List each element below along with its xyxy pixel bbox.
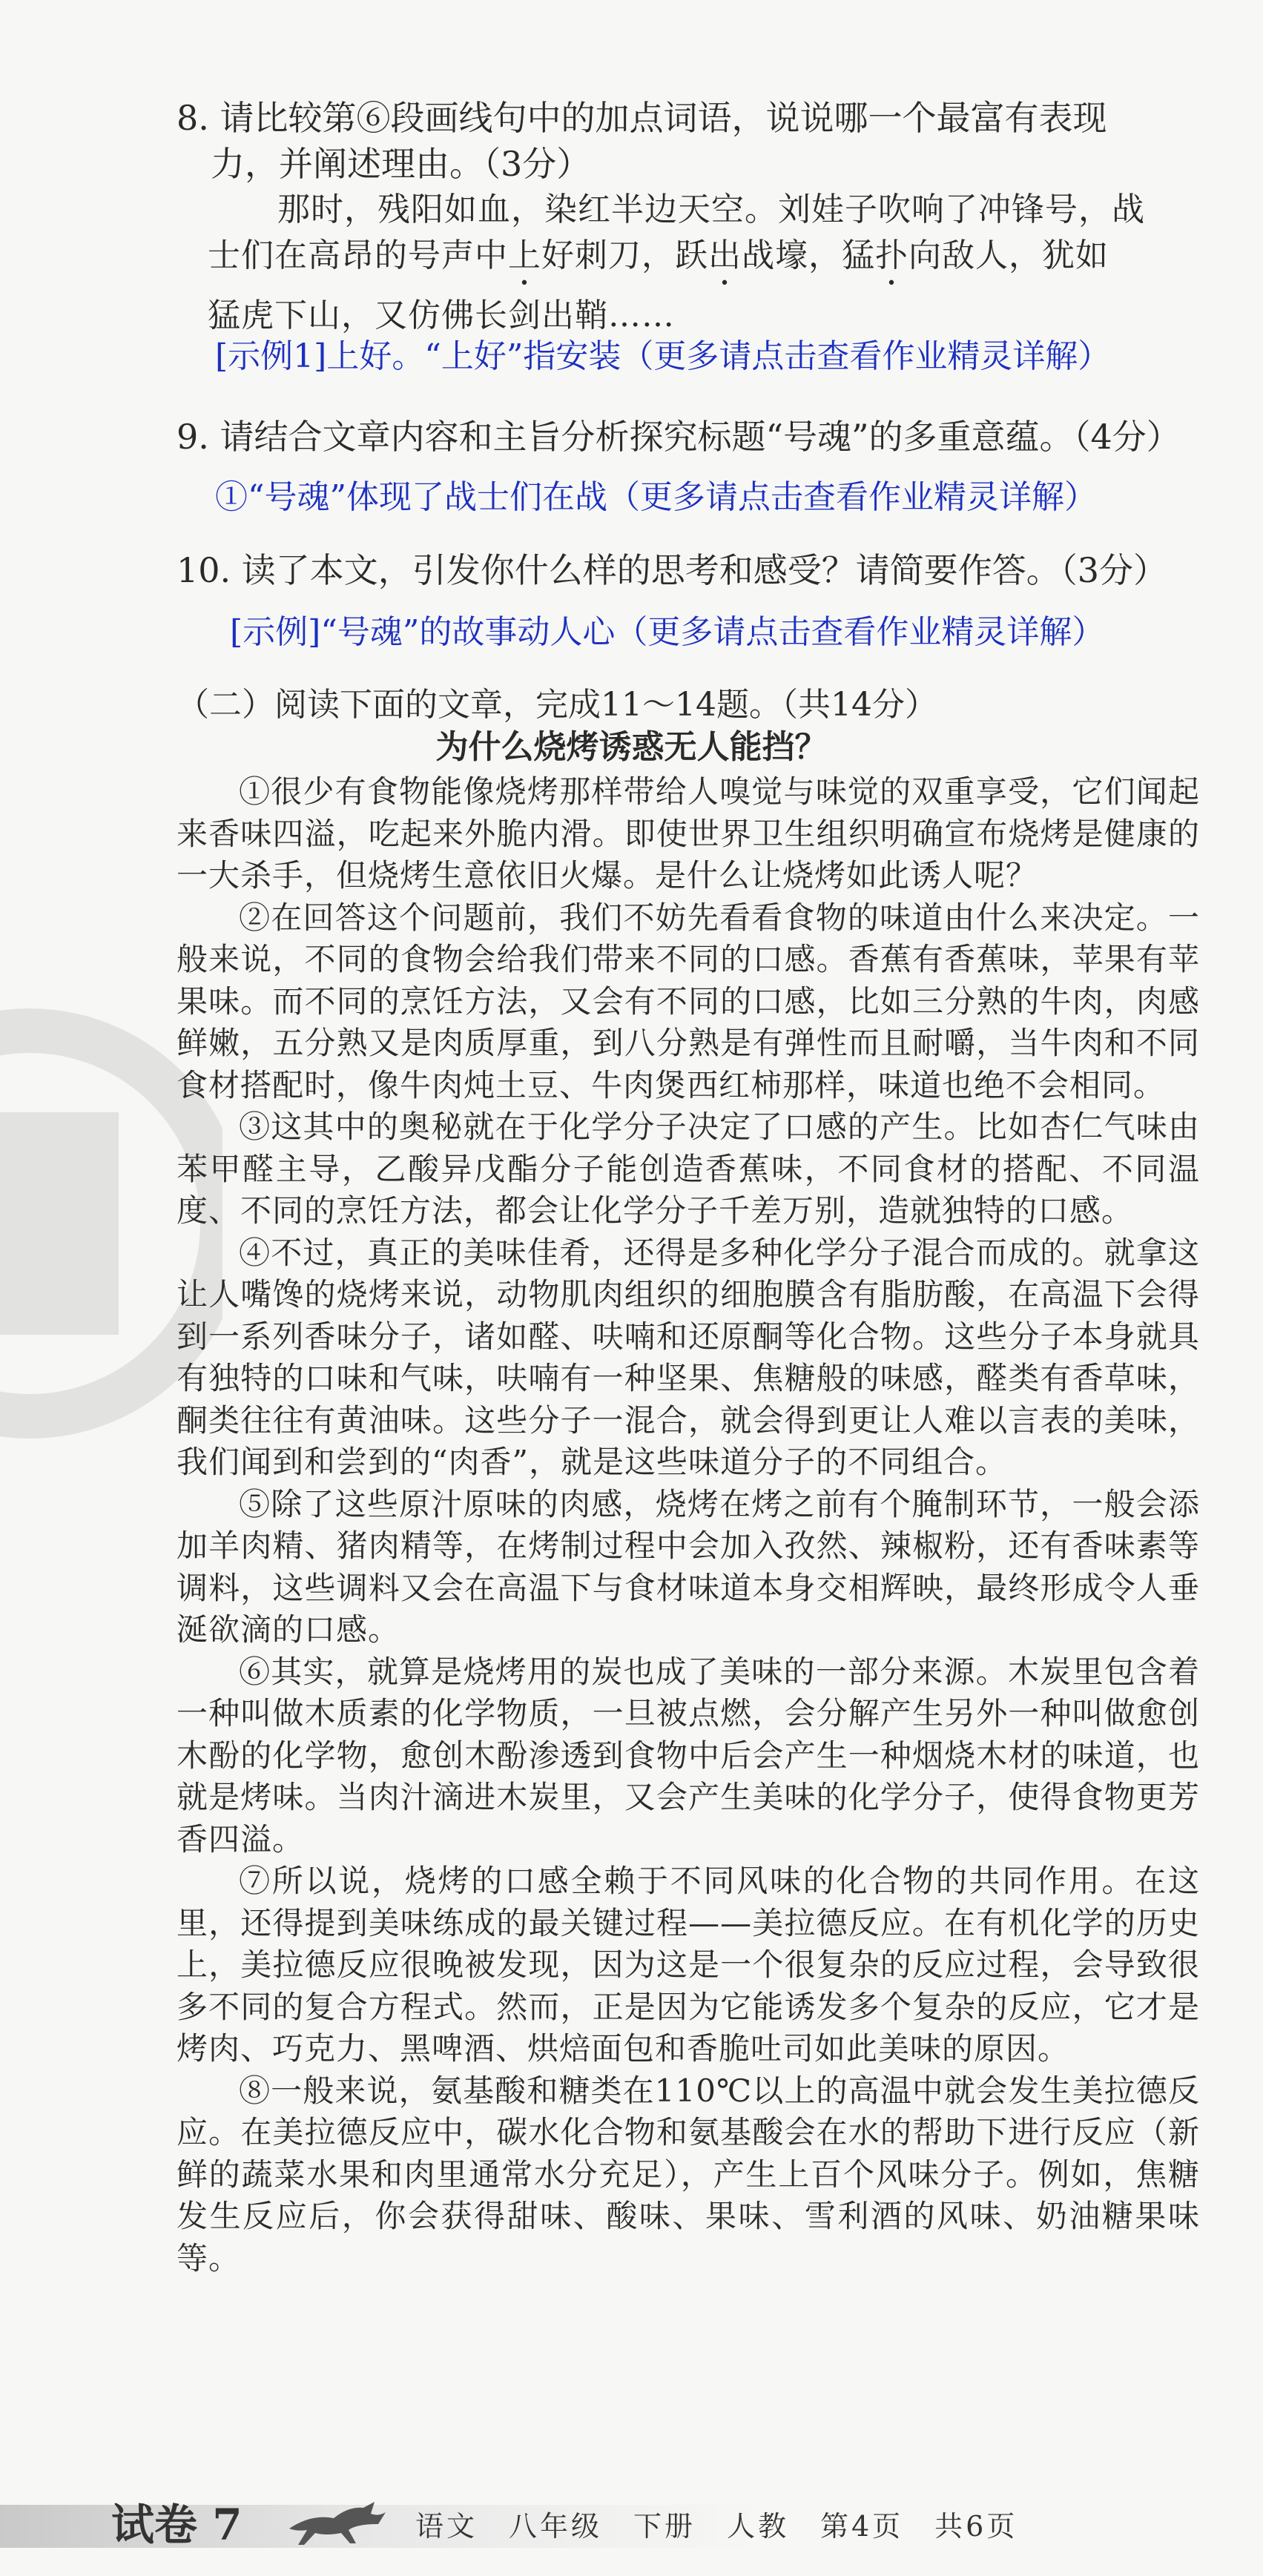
question-8-line-1: 8. 请比较第⑥段画线句中的加点词语，说说哪一个最富有表现 [177, 98, 1107, 138]
article-title: 为什么烧烤诱惑无人能挡？ [435, 728, 828, 766]
quote-line-2 [208, 233, 1201, 293]
question-8-line-2: 力，并阐述理由。（3分） [211, 144, 591, 184]
quote-text: 向敌人，犹如 [908, 237, 1109, 274]
dotted-word-shang: 上 [508, 237, 541, 274]
quote-text: 士们在高昂的号声中 [208, 237, 508, 274]
question-9-stem: 9. 请结合文章内容和主旨分析探究标题“号魂”的多重意蕴。（4分） [177, 417, 1181, 457]
quote-text: 战壕，猛 [742, 237, 875, 274]
paragraph-4: ④不过，真正的美味佳肴，还得是多种化学分子混合而成的。就拿这让人嘴馋的烧烤来说，动物肌肉组织的细胞膜含有脂肪酸，在高温下会得到一系列香味分子，诸如醛、呋喃和还原酮等化合物。这些分子本身就具有独特的口味和气味，呋喃有一种坚果、焦糖般的味感，醛类有香草味，酮类往往有黄油味。这些分子一混合，就会得到更让人难以言表的美味，我们闻到和尝到的“肉香”，就是这些味道分子的不同组合。 [177, 1234, 1200, 1480]
question-9-answer-link[interactable]: ①“号魂”体现了战士们在战（更多请点击查看作业精灵详解） [215, 478, 1097, 516]
paragraph-3: ③这其中的奥秘就在于化学分子决定了口感的产生。比如杏仁气味由苯甲醛主导，乙酸异戊酯分子能创造香蕉味，不同食材的搭配、不同温度、不同的烹饪方法，都会让化学分子千差万别，造就独特的口感。 [177, 1109, 1200, 1229]
section-2-heading: （二）阅读下面的文章，完成11～14题。（共14分） [177, 686, 937, 724]
paragraph-6: ⑥其实，就算是烧烤用的炭也成了美味的一部分来源。木炭里包含着一种叫做木质素的化学物质，一旦被点燃，会分解产生另外一种叫做愈创木酚的化学物，愈创木酚渗透到食物中后会产生一种烟烧木材的味道，也就是烤味。当肉汁滴进木炭里，又会产生美味的化学分子，使得食物更芳香四溢。 [177, 1653, 1200, 1857]
page-footer [0, 2477, 1263, 2576]
dotted-word-chu: 出 [708, 237, 742, 274]
paragraph-1: ①很少有食物能像烧烤那样带给人嗅觉与味觉的双重享受，它们闻起来香味四溢，吃起来外脆内滑。即使世界卫生组织明确宣布烧烤是健康的一大杀手，但烧烤生意依旧火爆。是什么让烧烤如此诱人呢？ [177, 773, 1200, 894]
article-body [177, 771, 1200, 2279]
question-8-stem [177, 95, 1107, 187]
dotted-word-pu: 扑 [875, 237, 908, 274]
footer-exam-label: 试卷 7 [111, 2500, 243, 2550]
running-horse-icon [282, 2491, 393, 2551]
paragraph-8: ⑧一般来说，氨基酸和糖类在110℃以上的高温中就会发生美拉德反应。在美拉德反应中，碳水化合物和氨基酸会在水的帮助下进行反应（新鲜的蔬菜水果和肉里通常水分充足），产生上百个风味分子。例如，焦糖发生反应后，你会获得甜味、酸味、果味、雪利酒的风味、奶油糖果味等。 [177, 2072, 1200, 2276]
paragraph-5: ⑤除了这些原汁原味的肉感，烧烤在烤之前有个腌制环节，一般会添加羊肉精、猪肉精等，在烤制过程中会加入孜然、辣椒粉，还有香味素等调料，这些调料又会在高温下与食材味道本身交相辉映，最终形成令人垂涎欲滴的口感。 [177, 1485, 1200, 1648]
paragraph-2: ②在回答这个问题前，我们不妨先看看食物的味道由什么来决定。一般来说，不同的食物会给我们带来不同的口感。香蕉有香蕉味，苹果有苹果味。而不同的烹饪方法，又会有不同的口感，比如三分熟的牛肉，肉感鲜嫩，五分熟又是肉质厚重，到八分熟是有弹性而且耐嚼，当牛肉和不同食材搭配时，像牛肉炖土豆、牛肉煲西红柿那样，味道也绝不会相同。 [177, 899, 1200, 1103]
paragraph-7: ⑦所以说，烧烤的口感全赖于不同风味的化合物的共同作用。在这里，还得提到美味练成的最关键过程——美拉德反应。在有机化学的历史上，美拉德反应很晚被发现，因为这是一个很复杂的反应过程，会导致很多不同的复合方程式。然而，正是因为它能诱发多个复杂的反应，它才是烤肉、巧克力、黑啤酒、烘焙面包和香脆吐司如此美味的原因。 [177, 1863, 1200, 2067]
quote-text: 好刺刀，跃 [541, 237, 708, 274]
quote-line-1: 那时，残阳如血，染红半边天空。刘娃子吹响了冲锋号，战 [277, 191, 1145, 228]
question-10-answer-link[interactable]: [示例]“号魂”的故事动人心（更多请点击查看作业精灵详解） [230, 613, 1105, 651]
question-10-stem: 10. 读了本文，引发你什么样的思考和感受？请简要作答。（3分） [177, 550, 1168, 590]
question-8-answer-link[interactable]: [示例1]上好。“上好”指安装（更多请点击查看作业精灵详解） [215, 337, 1111, 375]
footer-info: 语文 八年级 下册 人教 第4页 共6页 [415, 2510, 1018, 2543]
quote-line-3: 猛虎下山，又仿佛长剑出鞘…… [208, 297, 675, 334]
question-8-quote [208, 187, 1201, 339]
